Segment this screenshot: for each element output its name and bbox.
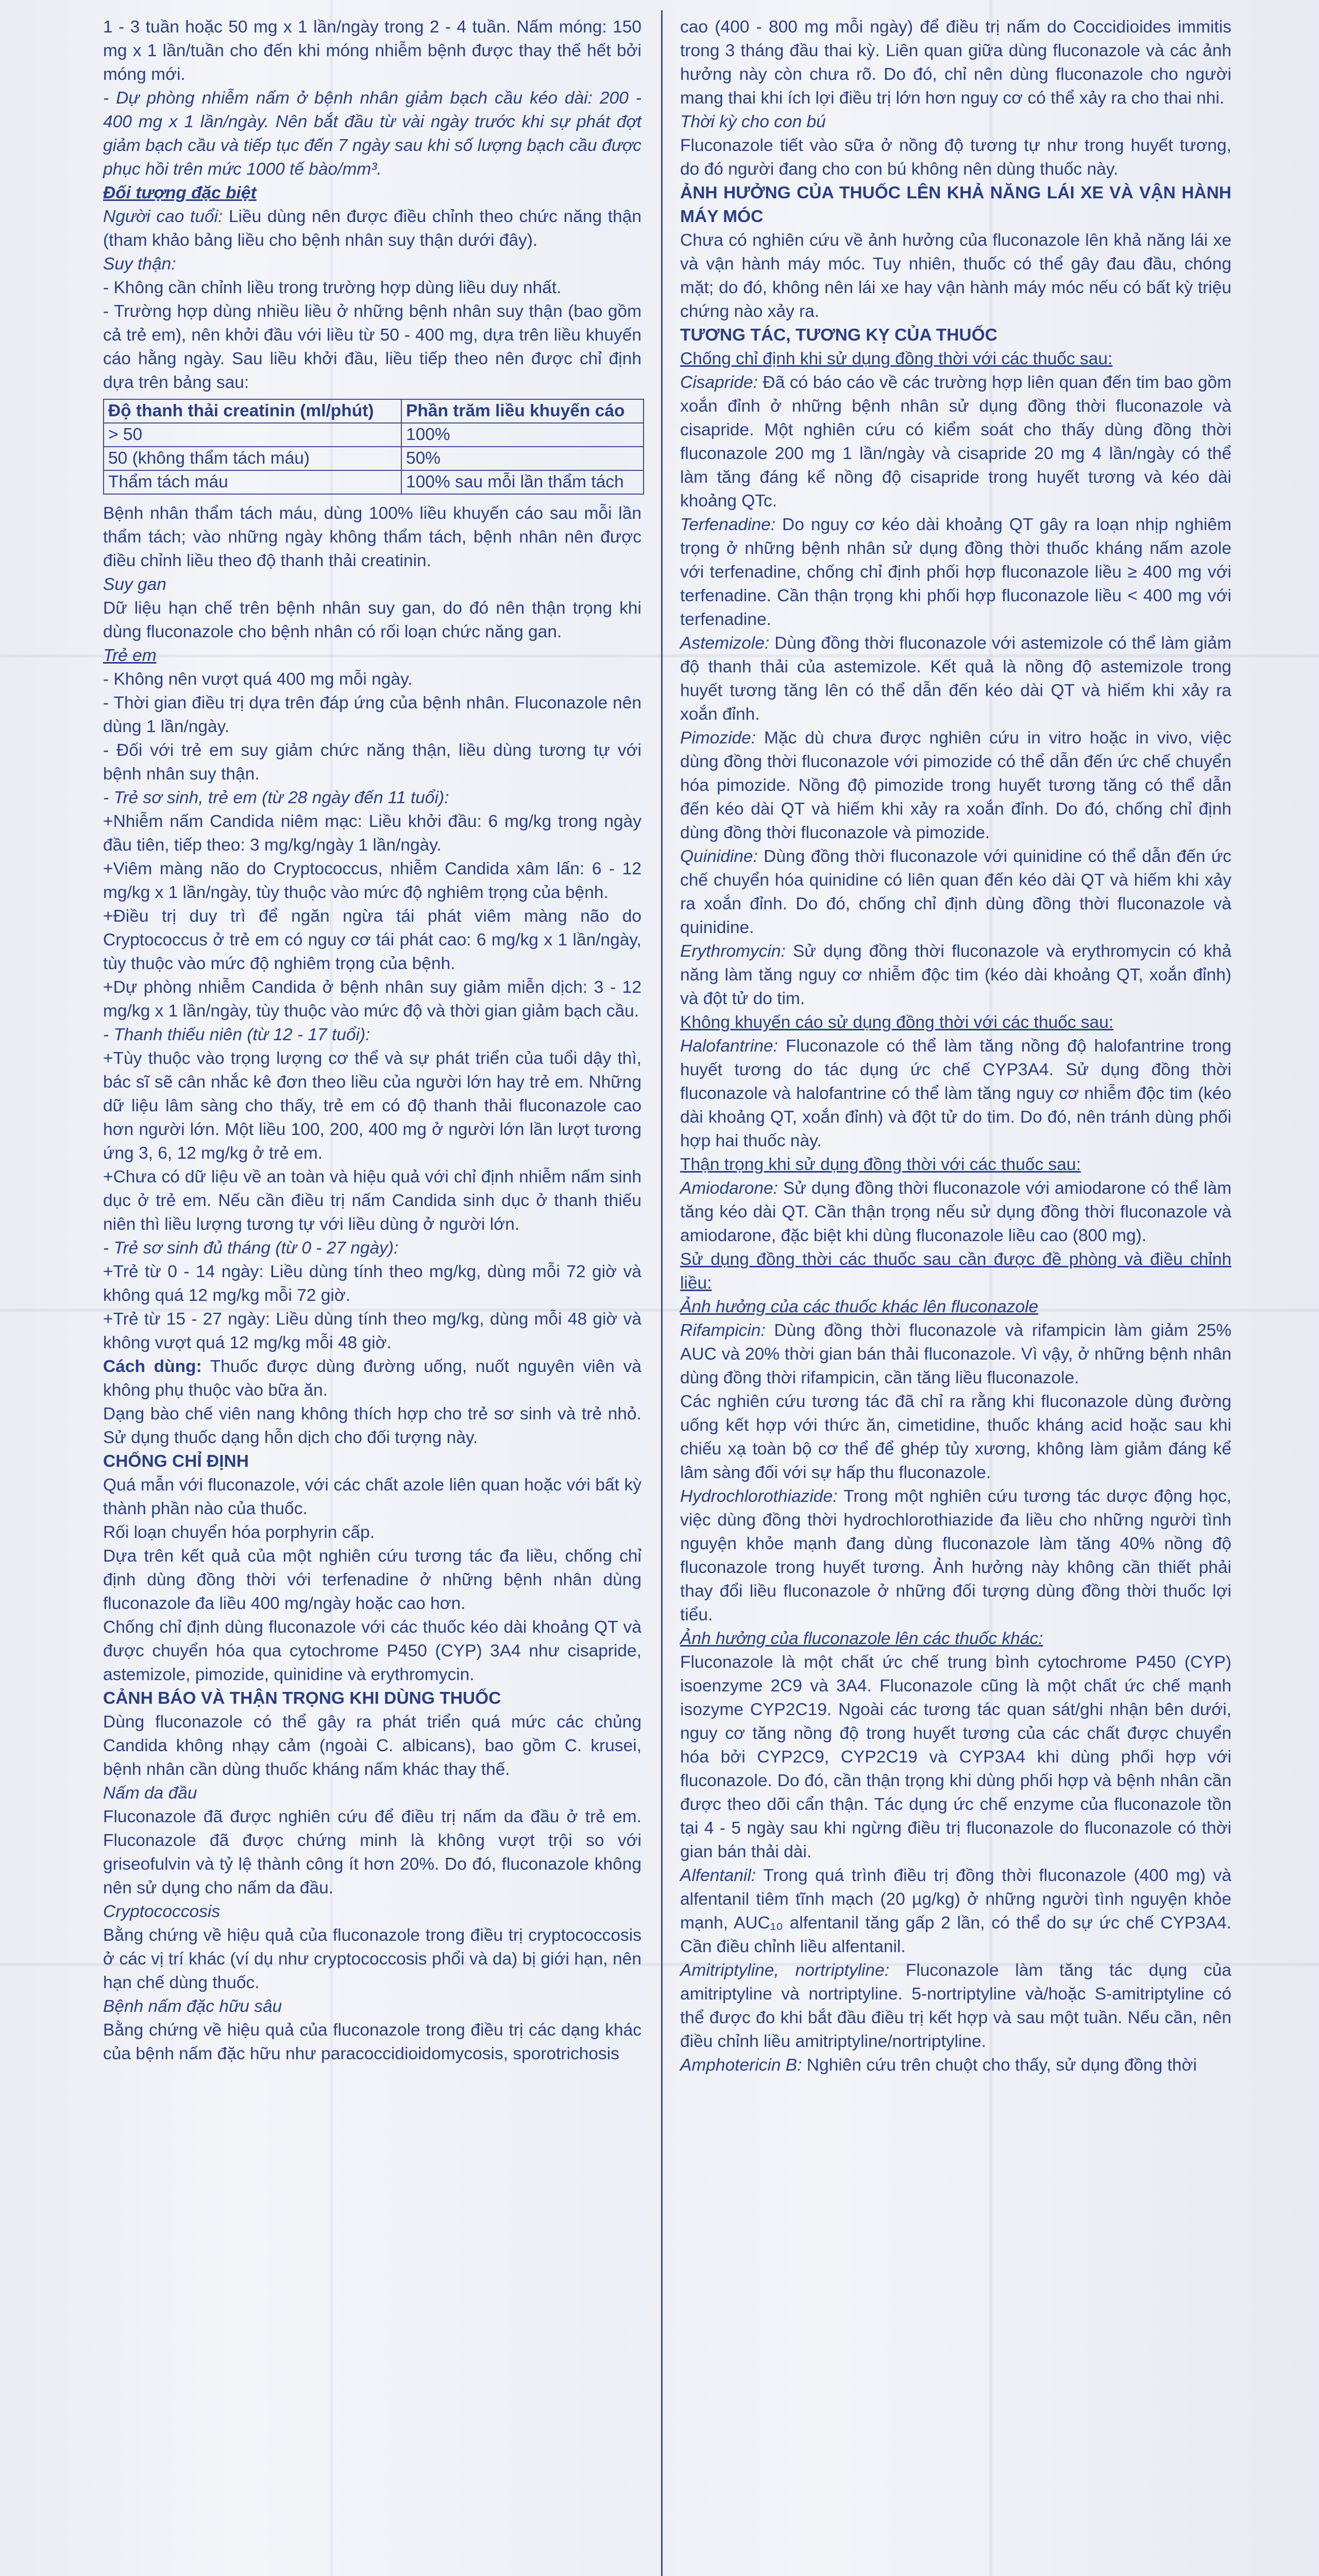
table-header-cell: Độ thanh thải creatinin (ml/phút) (104, 399, 401, 423)
infant-text-3: +Điều trị duy trì để ngăn ngừa tái phát viêm màng não do Cryptococcus ở trẻ em có nguy cơ tái phát cao: 6 mg/kg x 1 lần/ngày, tùy thuộc vào mức độ nghiêm trọng của bệnh. (103, 907, 641, 973)
renal-text-2: - Trường hợp dùng nhiều liều ở những bệnh nhân suy thận (bao gồm cả trẻ em), nên khởi đầu với liều từ 50 - 400 mg, dựa trên liều khuyến cáo hằng ngày. Sau liều khởi đầu, liều tiếp theo nên được chỉ định dựa trên bảng sau: (103, 302, 641, 392)
amphotericin-paragraph (680, 2054, 1231, 2077)
caution-label: Thận trọng khi sử dụng đồng thời với các thuốc sau: (680, 1155, 1081, 1174)
amitriptyline-paragraph (680, 1959, 1231, 2054)
dosage-text: 1 - 3 tuần hoặc 50 mg x 1 lần/ngày trong 2 - 4 tuần. Nấm móng: 150 mg x 1 lần/tuần cho đến khi móng nhiễm bệnh được thay thế hết bởi móng mới. (103, 18, 641, 84)
table-header-cell: Phần trăm liều khuyến cáo (401, 399, 644, 423)
pimozide-paragraph (680, 726, 1231, 845)
usage-text: Thuốc được dùng đường uống, nuốt nguyên viên và không phụ thuộc vào bữa ăn. (103, 1357, 641, 1400)
teen-text-2: +Chưa có dữ liệu về an toàn và hiệu quả với chỉ định nhiễm nấm sinh dục ở trẻ em. Nếu cần điều trị nấm Candida sinh dục ở thanh thiếu niên thì liều lượng tương tự với liều dùng ở người lớn. (103, 1167, 641, 1234)
newborn-label: - Trẻ sơ sinh đủ tháng (từ 0 - 27 ngày): (103, 1239, 399, 1258)
elderly-text: Liều dùng nên được điều chỉnh theo chức năng thận (tham khảo bảng liều cho bệnh nhân suy thận dưới đây). (103, 207, 641, 250)
alfentanil-paragraph (680, 1864, 1231, 1959)
warning-heading: CẢNH BÁO VÀ THẬN TRỌNG KHI DÙNG THUỐC (103, 1689, 501, 1708)
column-divider (661, 10, 663, 2576)
lactation-label: Thời kỳ cho con bú (680, 112, 826, 131)
drug-text: Fluconazole có thể làm tăng nồng độ halofantrine trong huyết tương do tác dụng ức chế CYP3A4. Sử dụng đồng thời fluconazole và halofantrine có thể làm tăng nguy cơ nhiễm độc tim (kéo dài khoảng QT, xoắn đỉnh) và đột tử do tim. Do đó, nên tránh dùng phối hợp hai thuốc này. (680, 1037, 1231, 1150)
contraindication-text-1: Quá mẫn với fluconazole, với các chất azole liên quan hoặc với bất kỳ thành phần nào của thuốc. (103, 1476, 641, 1518)
table-cell: 100% sau mỗi lần thẩm tách (401, 470, 644, 494)
renal-dose-table (103, 399, 644, 495)
endemic-label: Bệnh nấm đặc hữu sâu (103, 1997, 282, 2016)
drug-label: Astemizole: (680, 634, 770, 653)
food-interaction-text: Các nghiên cứu tương tác đã chỉ ra rằng khi fluconazole dùng đường uống kết hợp với thức ăn, cimetidine, thuốc kháng acid hoặc sau khi chiếu xạ toàn bộ cơ thể để ghép tủy xương, không làm giảm đáng kể lâm sàng đối với sự hấp thu fluconazole. (680, 1392, 1231, 1482)
terfenadine-paragraph (680, 513, 1231, 632)
prophylaxis-text: - Dự phòng nhiễm nấm ở bệnh nhân giảm bạch cầu kéo dài: 200 - 400 mg x 1 lần/ngày. Nên bắt đầu từ vài ngày trước khi sự phát đợt giảm bạch cầu và tiếp tục đến 7 ngày sau khi số lượng bạch cầu được phục hồi trên mức 1000 tế bào/mm³. (103, 89, 641, 179)
drug-text: Nghiên cứu trên chuột cho thấy, sử dụng đồng thời (802, 2056, 1197, 2075)
children-label: Trẻ em (103, 646, 157, 665)
pregnancy-text: cao (400 - 800 mg mỗi ngày) để điều trị nấm do Coccidioides immitis trong 3 tháng đầu thai kỳ. Liên quan giữa dùng fluconazole và các ảnh hưởng này còn chưa rõ. Do đó, chỉ nên dùng fluconazole cho người mang thai khi ích lợi điều trị lớn hơn nguy cơ có thể xảy ra cho thai nhi. (680, 18, 1231, 108)
newborn-text-2: +Trẻ từ 15 - 27 ngày: Liều dùng tính theo mg/kg, dùng mỗi 48 giờ và không vượt quá 12 mg/kg mỗi 48 giờ. (103, 1310, 641, 1352)
astemizole-paragraph (680, 632, 1231, 726)
infant-text-1: +Nhiễm nấm Candida niêm mạc: Liều khởi đầu: 6 mg/kg trong ngày đầu tiên, tiếp theo: 3 mg/kg/ngày 1 lần/ngày. (103, 812, 641, 855)
drug-text: Mặc dù chưa được nghiên cứu in vitro hoặc in vivo, việc dùng đồng thời fluconazole với pimozide có thể dẫn đến ức chế chuyển hóa pimozide. Nồng độ pimozide trong huyết tương tăng có thể dẫn đến kéo dài QT và hiếm khi xảy ra xoắn đỉnh. Do đó, chống chỉ định dùng đồng thời fluconazole và pimozide. (680, 728, 1231, 842)
cisapride-paragraph (680, 371, 1231, 513)
endemic-text: Bằng chứng về hiệu quả của fluconazole trong điều trị các dạng khác của bệnh nấm đặc hữu như paracoccidioidomycosis, sporotrichosis (103, 2021, 641, 2063)
renal-text-1: - Không cần chỉnh liều trong trường hợp dùng liều duy nhất. (103, 278, 562, 297)
newborn-text-1: +Trẻ từ 0 - 14 ngày: Liều dùng tính theo mg/kg, dùng mỗi 72 giờ và không quá 12 mg/kg mỗi 72 giờ. (103, 1262, 641, 1305)
drug-label: Cisapride: (680, 373, 758, 392)
cryptococcosis-text: Bằng chứng về hiệu quả của fluconazole trong điều trị cryptococcosis ở các vị trí khác (ví dụ như cryptococcosis phổi và da) bị giới hạn, nên hạn chế dùng thuốc. (103, 1926, 641, 1992)
table-cell: 100% (401, 423, 644, 447)
infant-label: - Trẻ sơ sinh, trẻ em (từ 28 ngày đến 11 tuổi): (103, 788, 449, 807)
driving-text: Chưa có nghiên cứu về ảnh hưởng của fluconazole lên khả năng lái xe và vận hành máy móc. Tuy nhiên, thuốc có thể gây đau đầu, chóng mặt; do đó, không nên lái xe hay vận hành máy móc nếu có bất kỳ triệu chứng nào xảy ra. (680, 231, 1231, 321)
contraindication-heading: CHỐNG CHỈ ĐỊNH (103, 1452, 249, 1471)
contra-combo-label: Chống chỉ định khi sử dụng đồng thời với các thuốc sau: (680, 349, 1113, 368)
drug-label: Terfenadine: (680, 515, 776, 534)
contraindication-text-4: Chống chỉ định dùng fluconazole với các thuốc kéo dài khoảng QT và được chuyển hóa qua cytochrome P450 (CYP) 3A4 như cisapride, astemizole, pimozide, quinidine và erythromycin. (103, 1618, 641, 1684)
drug-text: Dùng đồng thời fluconazole với astemizole có thể làm giảm độ thanh thải của astemizole. Kết quả là nồng độ astemizole trong huyết tương tăng lên có thể dẫn đến kéo dài QT và hiếm khi xảy ra xoắn đỉnh. (680, 634, 1231, 724)
effect-of-fluconazole-label: Ảnh hưởng của fluconazole lên các thuốc khác: (680, 1629, 1043, 1648)
contraindication-text-3: Dựa trên kết quả của một nghiên cứu tương tác đa liều, chống chỉ định dùng đồng thời với terfenadine ở những bệnh nhân dùng fluconazole đa liều 400 mg/ngày hoặc cao hơn. (103, 1547, 641, 1613)
drug-label: Pimozide: (680, 728, 756, 748)
drug-label: Erythromycin: (680, 942, 786, 961)
drug-text: Sử dụng đồng thời fluconazole và erythromycin có khả năng làm tăng nguy cơ nhiễm độc tim (kéo dài khoảng QT, xoắn đỉnh) và đột tử do tim. (680, 942, 1231, 1008)
table-row (104, 447, 644, 470)
elderly-label: Người cao tuổi: (103, 207, 223, 226)
tinea-label: Nấm da đầu (103, 1784, 197, 1803)
drug-text: Do nguy cơ kéo dài khoảng QT gây ra loạn nhịp nghiêm trọng ở những bệnh nhân sử dụng đồng thời thuốc kháng nấm azole với terfenadine, chống chỉ định phối hợp fluconazole liều ≥ 400 mg với terfenadine. Cần thận trọng khi phối hợp fluconazole liều < 400 mg với terfenadine. (680, 515, 1231, 629)
table-cell: Thẩm tách máu (104, 470, 401, 494)
drug-text: Đã có báo cáo về các trường hợp liên quan đến tim bao gồm xoắn đỉnh ở những bệnh nhân sử dụng đồng thời fluconazole và cisapride. Một nghiên cứu có kiểm soát cho thấy dùng đồng thời fluconazole 200 mg 1 lần/ngày và cisapride 20 mg 4 lần/ngày có thể làm tăng đáng kể nồng độ cisapride trong huyết tương và kéo dài khoảng QTc. (680, 373, 1231, 511)
special-population-heading: Đối tượng đặc biệt (103, 183, 257, 202)
drug-text: Fluconazole làm tăng tác dụng của amitriptyline và nortriptyline. 5-nortriptyline và/hoặc S-amitriptyline có thể được đo khi bắt đầu điều trị kết hợp và sau một tuần. Nếu cần, nên điều chỉnh liều amitriptyline/nortriptyline. (680, 1961, 1231, 2051)
infant-text-2: +Viêm màng não do Cryptococcus, nhiễm Candida xâm lấn: 6 - 12 mg/kg x 1 lần/ngày, tùy thuộc vào mức độ nghiêm trọng của bệnh. (103, 859, 641, 902)
drug-label: Halofantrine: (680, 1037, 778, 1056)
table-cell: 50 (không thẩm tách máu) (104, 447, 401, 470)
liver-text: Dữ liệu hạn chế trên bệnh nhân suy gan, do đó nên thận trọng khi dùng fluconazole cho bệnh nhân có rối loạn chức năng gan. (103, 599, 641, 641)
renal-label: Suy thận: (103, 255, 176, 274)
dialysis-text: Bệnh nhân thẩm tách máu, dùng 100% liều khuyến cáo sau mỗi lần thẩm tách; vào những ngày không thẩm tách, bệnh nhân nên được điều chỉnh liều theo độ thanh thải creatinin. (103, 504, 641, 570)
table-cell: 50% (401, 447, 644, 470)
table-header-row (104, 399, 644, 423)
drug-label: Amphotericin B: (680, 2056, 802, 2075)
not-recommended-label: Không khuyến cáo sử dụng đồng thời với các thuốc sau: (680, 1013, 1114, 1032)
rifampicin-paragraph (680, 1319, 1231, 1390)
adjust-label: Sử dụng đồng thời các thuốc sau cần được đề phòng và điều chỉnh liều: (680, 1250, 1231, 1293)
contraindication-text-2: Rối loạn chuyển hóa porphyrin cấp. (103, 1523, 375, 1542)
children-text-1: - Không nên vượt quá 400 mg mỗi ngày. (103, 670, 413, 689)
drug-text: Sử dụng đồng thời fluconazole với amiodarone có thể làm tăng kéo dài QT. Cần thận trọng nếu sử dụng đồng thời fluconazole và amiodarone, đặc biệt khi dùng fluconazole liều cao (800 mg). (680, 1179, 1231, 1245)
drug-label: Rifampicin: (680, 1321, 766, 1340)
usage-text-2: Dạng bào chế viên nang không thích hợp cho trẻ sơ sinh và trẻ nhỏ. Sử dụng thuốc dạng hỗn dịch cho đối tượng này. (103, 1404, 641, 1447)
drug-text: Trong một nghiên cứu tương tác dược động học, việc dùng đồng thời hydrochlorothiazide đa liều cho những người tình nguyện khỏe mạnh đang dùng fluconazole làm tăng 40% nồng độ fluconazole trong huyết tương. Ảnh hưởng này không cần thiết phải thay đổi liều fluconazole ở những đối tượng dùng đồng thời thuốc lợi tiểu. (680, 1487, 1231, 1624)
usage-paragraph (103, 1355, 641, 1402)
lactation-text: Fluconazole tiết vào sữa ở nồng độ tương tự như trong huyết tương, do đó người đang cho con bú không nên dùng thuốc này. (680, 136, 1231, 179)
effect-on-fluconazole-label: Ảnh hưởng của các thuốc khác lên fluconazole (680, 1297, 1039, 1316)
cryptococcosis-label: Cryptococcosis (103, 1902, 221, 1921)
hctz-paragraph (680, 1485, 1231, 1627)
table-row (104, 470, 644, 494)
table-cell: > 50 (104, 423, 401, 447)
liver-label: Suy gan (103, 575, 166, 594)
quinidine-paragraph (680, 845, 1231, 940)
cyp-text: Fluconazole là một chất ức chế trung bình cytochrome P450 (CYP) isoenzyme 2C9 và 3A4. Fluconazole cũng là một chất ức chế mạnh isozyme CYP2C19. Ngoài các tương tác quan sát/ghi nhận bên dưới, nguy cơ tăng nồng độ trong huyết tương của các chất được chuyển hóa bởi CYP2C9, CYP2C19 và CYP3A4 khi dùng phối hợp với fluconazole. Do đó, cần thận trọng khi dùng phối hợp và bệnh nhân cần được theo dõi cẩn thận. Tác dụng ức chế enzyme của fluconazole tồn tại 4 - 5 ngày sau khi ngừng điều trị fluconazole do fluconazole có thời gian bán thải dài. (680, 1653, 1231, 1861)
teen-text-1: +Tùy thuộc vào trọng lượng cơ thể và sự phát triển của tuổi dậy thì, bác sĩ sẽ cân nhắc kê đơn theo liều của người lớn hay trẻ em. Những dữ liệu lâm sàng cho thấy, trẻ em có độ thanh thải fluconazole cao hơn người lớn. Một liều 100, 200, 400 mg ở người lớn lần lượt tương ứng 3, 6, 12 mg/kg ở trẻ em. (103, 1049, 641, 1163)
right-column (680, 15, 1231, 2077)
interaction-heading: TƯƠNG TÁC, TƯƠNG KỴ CỦA THUỐC (680, 326, 997, 345)
erythromycin-paragraph (680, 940, 1231, 1011)
usage-label: Cách dùng: (103, 1357, 202, 1376)
drug-text: Trong quá trình điều trị đồng thời fluconazole (400 mg) và alfentanil tiêm tĩnh mạch (20 µg/kg) ở những người tình nguyện khỏe mạnh, AUC₁₀ alfentanil tăng gấp 2 lần, có thể do sự ức chế CYP3A4. Cần điều chỉnh liều alfentanil. (680, 1866, 1231, 1956)
elderly-paragraph (103, 205, 641, 252)
amiodarone-paragraph (680, 1177, 1231, 1248)
infant-text-4: +Dự phòng nhiễm Candida ở bệnh nhân suy giảm miễn dịch: 3 - 12 mg/kg x 1 lần/ngày, tùy thuộc vào mức độ và thời gian giảm bạch cầu. (103, 978, 641, 1021)
driving-heading: ẢNH HƯỞNG CỦA THUỐC LÊN KHẢ NĂNG LÁI XE VÀ VẬN HÀNH MÁY MÓC (680, 183, 1231, 226)
drug-text: Dùng đồng thời fluconazole với quinidine có thể dẫn đến ức chế chuyển hóa quinidine có liên quan đến kéo dài QT và hiếm khi xảy ra xoắn đỉnh. Do đó, chống chỉ định dùng đồng thời fluconazole và quinidine. (680, 847, 1231, 937)
children-text-2: - Thời gian điều trị dựa trên đáp ứng của bệnh nhân. Fluconazole nên dùng 1 lần/ngày. (103, 693, 641, 736)
drug-label: Hydrochlorothiazide: (680, 1487, 838, 1506)
halofantrine-paragraph (680, 1035, 1231, 1153)
drug-text: Dùng đồng thời fluconazole và rifampicin làm giảm 25% AUC và 20% thời gian bán thải fluconazole. Vì vậy, ở những bệnh nhân dùng đồng thời rifampicin, cần tăng liều fluconazole. (680, 1321, 1231, 1387)
drug-label: Quinidine: (680, 847, 758, 866)
children-text-3: - Đối với trẻ em suy giảm chức năng thận, liều dùng tương tự với bệnh nhân suy thận. (103, 741, 641, 784)
warning-text: Dùng fluconazole có thể gây ra phát triển quá mức các chủng Candida không nhạy cảm (ngoài C. albicans), bao gồm C. krusei, bệnh nhân cần dùng thuốc kháng nấm khác thay thế. (103, 1713, 641, 1779)
left-column (103, 15, 641, 2066)
teen-label: - Thanh thiếu niên (từ 12 - 17 tuổi): (103, 1025, 370, 1044)
drug-label: Amiodarone: (680, 1179, 778, 1198)
table-row (104, 423, 644, 447)
drug-label: Amitriptyline, nortriptyline: (680, 1961, 890, 1980)
tinea-text: Fluconazole đã được nghiên cứu để điều trị nấm da đầu ở trẻ em. Fluconazole đã được chứng minh là không vượt trội so với griseofulvin và tỷ lệ thành công ít hơn 20%. Do đó, fluconazole không nên sử dụng cho nấm da đầu. (103, 1807, 641, 1897)
drug-label: Alfentanil: (680, 1866, 756, 1885)
